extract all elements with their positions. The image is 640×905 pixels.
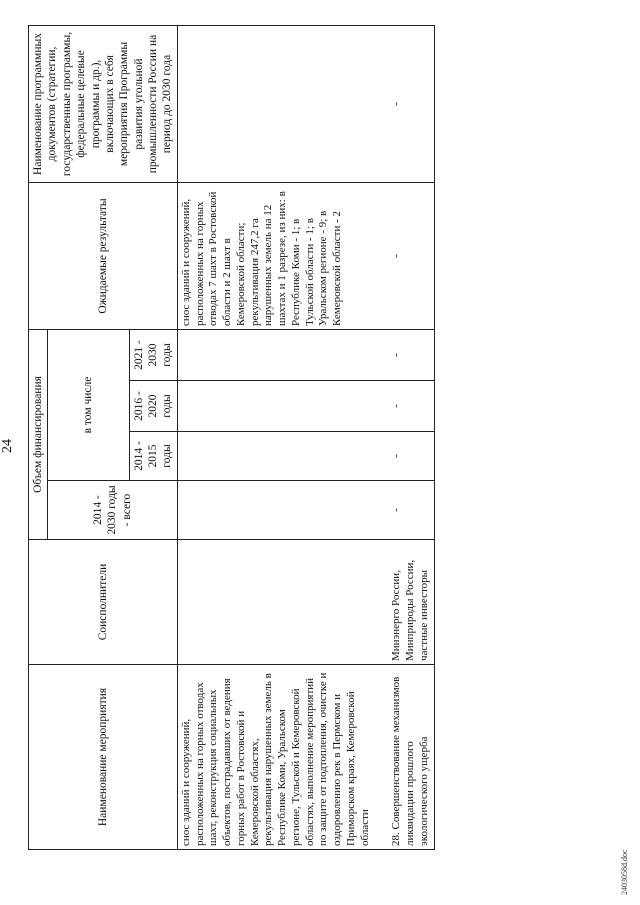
header-total: 2014 - 2030 годы - всего xyxy=(48,481,177,540)
row1-results: снос зданий и сооружений, расположенных на горных отводах 7 шахт в Ростовской области и 2 шахт в Кемеровской области; рекультивация 247,2 га нарушенных земель на 12 шахтах и 1 разрезе, из них: в Республике Коми - 1; в Тульской области - 1; в Уральском регионе - 9; в Кемеровской области - 2 xyxy=(177,183,374,330)
header-results: Ожидаемые результаты xyxy=(29,183,178,330)
spacer-row xyxy=(374,26,388,850)
row2-p1: - xyxy=(388,432,434,481)
header-period-3: 2021 - 2030 годы xyxy=(129,330,177,381)
row1-total xyxy=(177,481,374,540)
row2-p3: - xyxy=(388,330,434,381)
row2-executors: Минэнерго России, Минприроды России, частные инвесторы xyxy=(388,540,434,665)
row1-name: снос зданий и сооружений, расположенных на горных отводах шахт, реконструкция социальных объектов, пострадавших от ведения горных работ в Ростовской и Кемеровской областях, рекультивация нарушенных земель в Республике Коми, Уральском регионе, Тульской и Кемеровской областях, выполнение мероприятий по защите от подтопления, очистке и оздоровлению рек в Пермском и Приморском краях, Кемеровской области xyxy=(177,665,374,850)
header-period-1: 2014 - 2015 годы xyxy=(129,432,177,481)
row2-program-docs: - xyxy=(388,26,434,183)
header-row xyxy=(29,26,48,850)
page-number: 24 xyxy=(0,439,15,453)
row2-p2: - xyxy=(388,381,434,432)
row1-p2 xyxy=(177,381,374,432)
row2-total: - xyxy=(388,481,434,540)
row1-p1 xyxy=(177,432,374,481)
header-name: Наименование мероприятия xyxy=(29,665,178,850)
row1-p3 xyxy=(177,330,374,381)
header-volume: Объем финансирования xyxy=(29,330,48,540)
header-program-docs: Наименование программных документов (стратегии, государственные программы, федеральные целевые программы и др.), включающих в себя мероприятия Программы развития угольной промышленности России на период до 2030 года xyxy=(29,26,178,183)
table-row xyxy=(388,26,434,850)
header-including: в том числе xyxy=(48,330,129,481)
footer-file-code: 2403058d.doc xyxy=(620,849,629,895)
row2-results: - xyxy=(388,183,434,330)
header-period-2: 2016 - 2020 годы xyxy=(129,381,177,432)
row1-executors xyxy=(177,540,374,665)
header-executors: Соисполнители xyxy=(29,540,178,665)
program-measures-table xyxy=(28,25,435,850)
row1-program-docs xyxy=(177,26,374,183)
row2-name: 28. Совершенствование механизмов ликвидации прошлого экологического ущерба xyxy=(388,665,434,850)
table-row xyxy=(177,26,374,850)
